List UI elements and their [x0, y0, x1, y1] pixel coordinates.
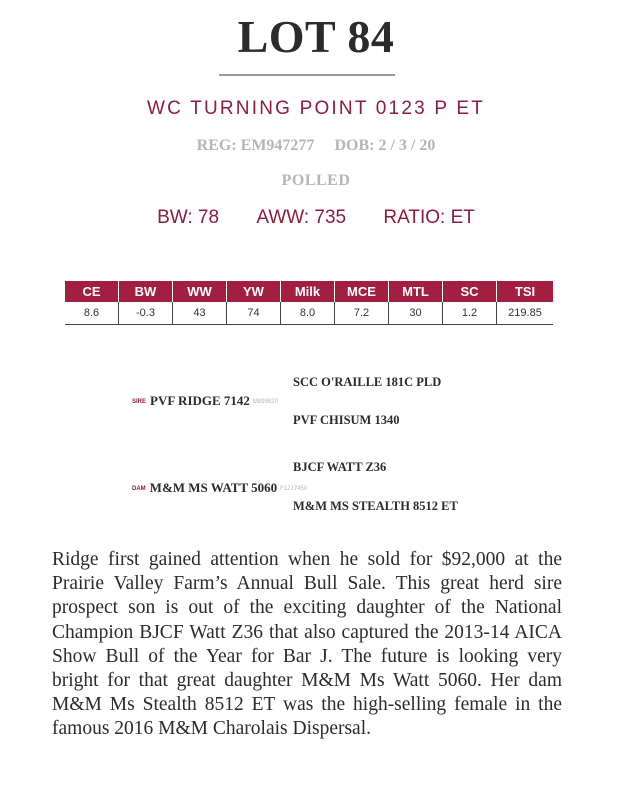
sire-dam-name: PVF CHISUM 1340	[293, 413, 400, 427]
epd-value-sc: 1.2	[443, 302, 497, 325]
epd-value-mce: 7.2	[335, 302, 389, 325]
dam-entry	[132, 480, 307, 496]
birth-weight: BW: 78	[157, 207, 220, 228]
epd-header-yw: YW	[227, 281, 281, 302]
epd-table	[65, 281, 553, 325]
ratio: RATIO: ET	[383, 207, 475, 228]
dam-tag: DAM	[132, 486, 146, 493]
epd-header-tsi: TSI	[497, 281, 554, 302]
epd-value-milk: 8.0	[281, 302, 335, 325]
weights-line	[0, 207, 632, 229]
sire-sire-name: SCC O'RAILLE 181C PLD	[293, 375, 442, 389]
registration-line	[0, 137, 632, 155]
epd-value-row	[65, 302, 553, 325]
dam-dam-name: M&M MS STEALTH 8512 ET	[293, 499, 458, 513]
sire-entry	[132, 393, 278, 409]
epd-header-milk: Milk	[281, 281, 335, 302]
lot-title: LOT 84	[237, 11, 395, 62]
adjusted-weaning-weight: AWW: 735	[256, 207, 347, 228]
dam-registration: F1217450	[280, 486, 308, 493]
dam-name: M&M MS WATT 5060	[149, 480, 278, 495]
epd-header-sc: SC	[443, 281, 497, 302]
epd-header-mtl: MTL	[389, 281, 443, 302]
animal-name: WC TURNING POINT 0123 P ET	[146, 98, 486, 119]
epd-value-ww: 43	[173, 302, 227, 325]
date-of-birth: DOB: 2 / 3 / 20	[334, 137, 436, 154]
epd-header-ww: WW	[173, 281, 227, 302]
lot-description: Ridge first gained attention when he sold for $92,000 at the Prairie Valley Farm’s Annual Bull Sale. This great herd sire prospect son is out of the exciting daughter of the National Champion BJCF Watt Z36 that also captured the 2013-14 AICA Show Bull of the Year for Bar J. The future is looking very bright for that great daughter M&M Ms Watt 5060. Her dam M&M Ms Stealth 8512 ET was the high-selling female in the famous 2016 M&M Charolais Dispersal.	[52, 549, 562, 740]
epd-value-ce: 8.6	[65, 302, 119, 325]
epd-header-ce: CE	[65, 281, 119, 302]
epd-value-mtl: 30	[389, 302, 443, 325]
dam-sire-name: BJCF WATT Z36	[293, 460, 387, 474]
epd-value-yw: 74	[227, 302, 281, 325]
sire-registration: M899820	[252, 399, 278, 406]
epd-value-bw: -0.3	[119, 302, 173, 325]
epd-header-mce: MCE	[335, 281, 389, 302]
epd-value-tsi: 219.85	[497, 302, 554, 325]
registration-number: REG: EM947277	[196, 137, 315, 154]
title-divider	[219, 74, 395, 76]
polled-status: POLLED	[281, 172, 351, 189]
sire-name: PVF RIDGE 7142	[150, 393, 250, 408]
epd-header-bw: BW	[119, 281, 173, 302]
epd-header-row	[65, 281, 553, 302]
sire-tag: SIRE	[132, 399, 147, 406]
